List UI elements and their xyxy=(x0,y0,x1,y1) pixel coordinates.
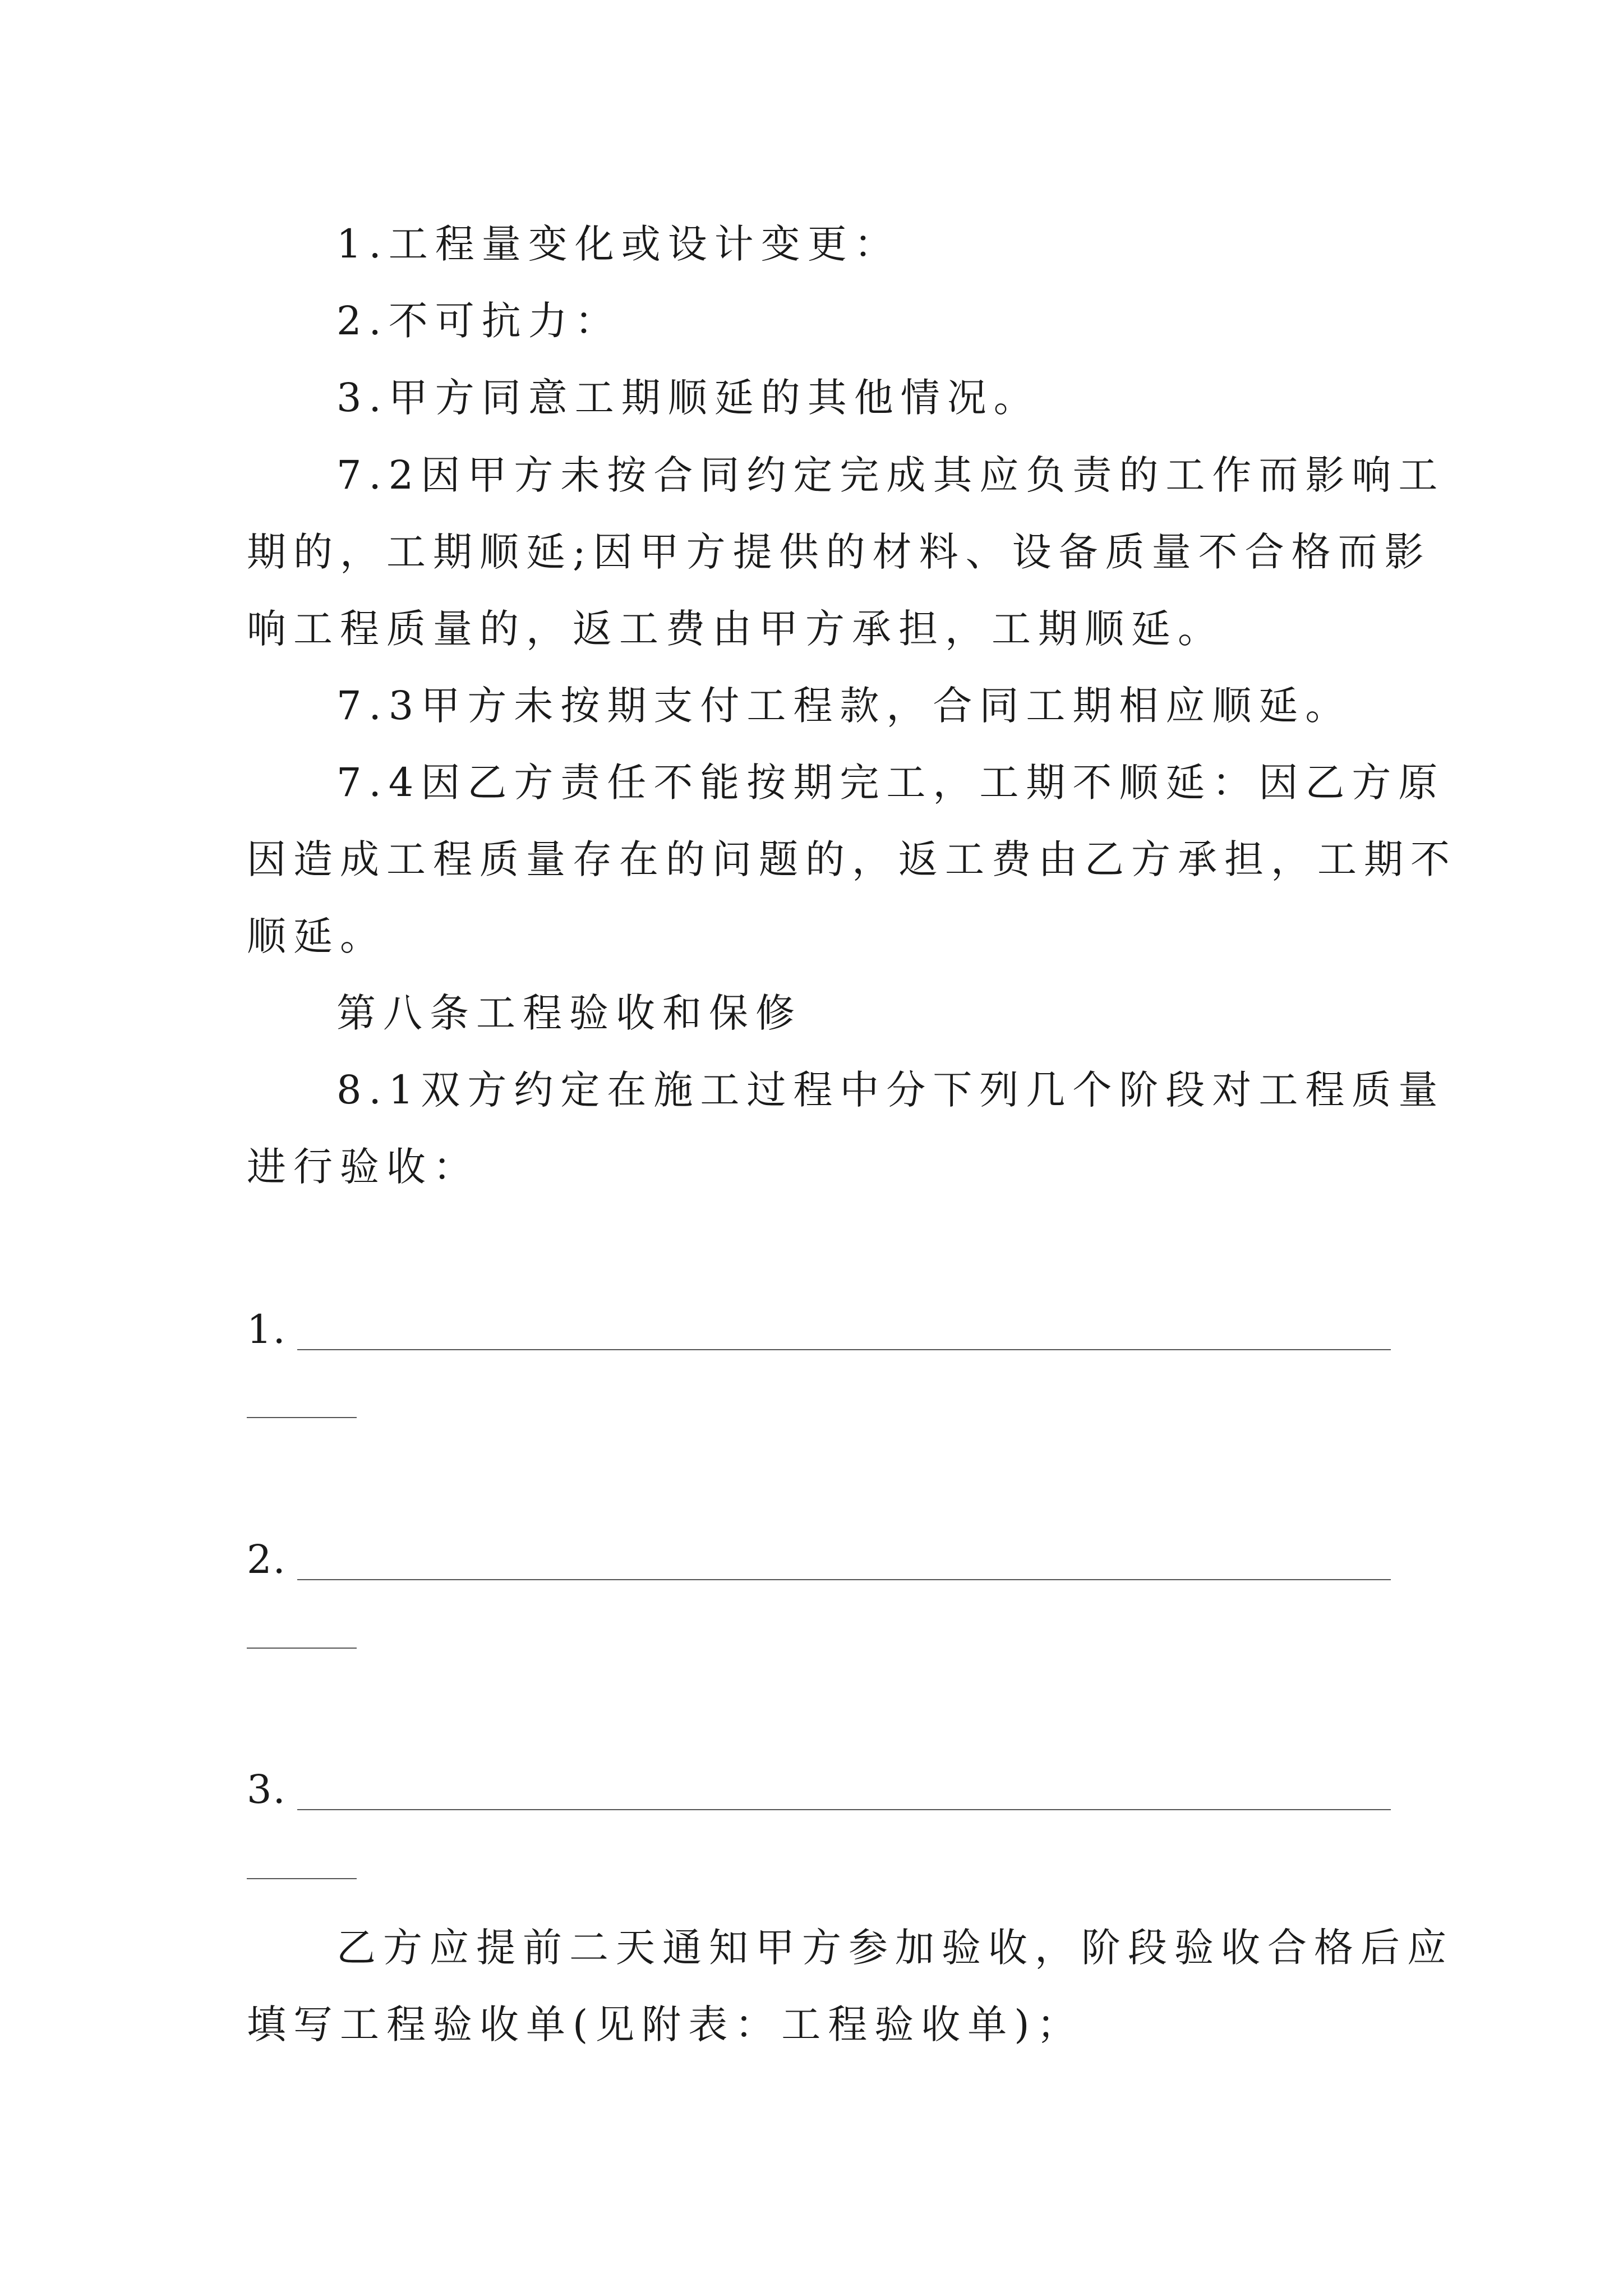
fill-in-line-continuation xyxy=(247,1878,357,1879)
blank-row-3 xyxy=(247,1764,1391,1815)
clause-7-2-line-2: 期的，工期顺延;因甲方提供的材料、设备质量不合格而影 xyxy=(247,529,1431,575)
blank-number: 2. xyxy=(247,1536,287,1582)
blank-row-1 xyxy=(247,1304,1391,1355)
notice-line-1: 乙方应提前二天通知甲方参加验收，阶段验收合格后应 xyxy=(336,1925,1454,1971)
notice-line-2: 填写工程验收单(见附表：工程验收单)； xyxy=(247,2001,1083,2047)
item-2: 2.不可抗力： xyxy=(336,298,621,344)
fill-in-line-continuation xyxy=(247,1648,357,1649)
blank-number: 3. xyxy=(247,1766,287,1812)
fill-in-line xyxy=(297,1809,1391,1810)
blank-number: 1. xyxy=(247,1306,287,1352)
clause-8-1-line-1: 8.1双方约定在施工过程中分下列几个阶段对工程质量 xyxy=(336,1067,1445,1113)
clause-7-4-line-2: 因造成工程质量存在的问题的，返工费由乙方承担，工期不 xyxy=(247,836,1457,882)
item-3: 3.甲方同意工期顺延的其他情况。 xyxy=(336,375,1040,421)
fill-in-line xyxy=(297,1579,1391,1580)
clause-8-1-line-2: 进行验收： xyxy=(247,1144,479,1190)
fill-in-line xyxy=(297,1349,1391,1350)
item-1: 1.工程量变化或设计变更： xyxy=(336,221,901,267)
blank-row-2 xyxy=(247,1534,1391,1585)
fill-in-line-continuation xyxy=(247,1417,357,1418)
section-heading: 第八条工程验收和保修 xyxy=(336,990,802,1036)
clause-7-2-line-1: 7.2因甲方未按合同约定完成其应负责的工作而影响工 xyxy=(336,452,1445,498)
clause-7-4-line-1: 7.4因乙方责任不能按期完工，工期不顺延：因乙方原 xyxy=(336,760,1445,806)
clause-7-2-line-3: 响工程质量的，返工费由甲方承担，工期顺延。 xyxy=(247,606,1224,652)
clause-7-4-line-3: 顺延。 xyxy=(247,913,386,959)
clause-7-3: 7.3甲方未按期支付工程款，合同工期相应顺延。 xyxy=(336,683,1352,729)
